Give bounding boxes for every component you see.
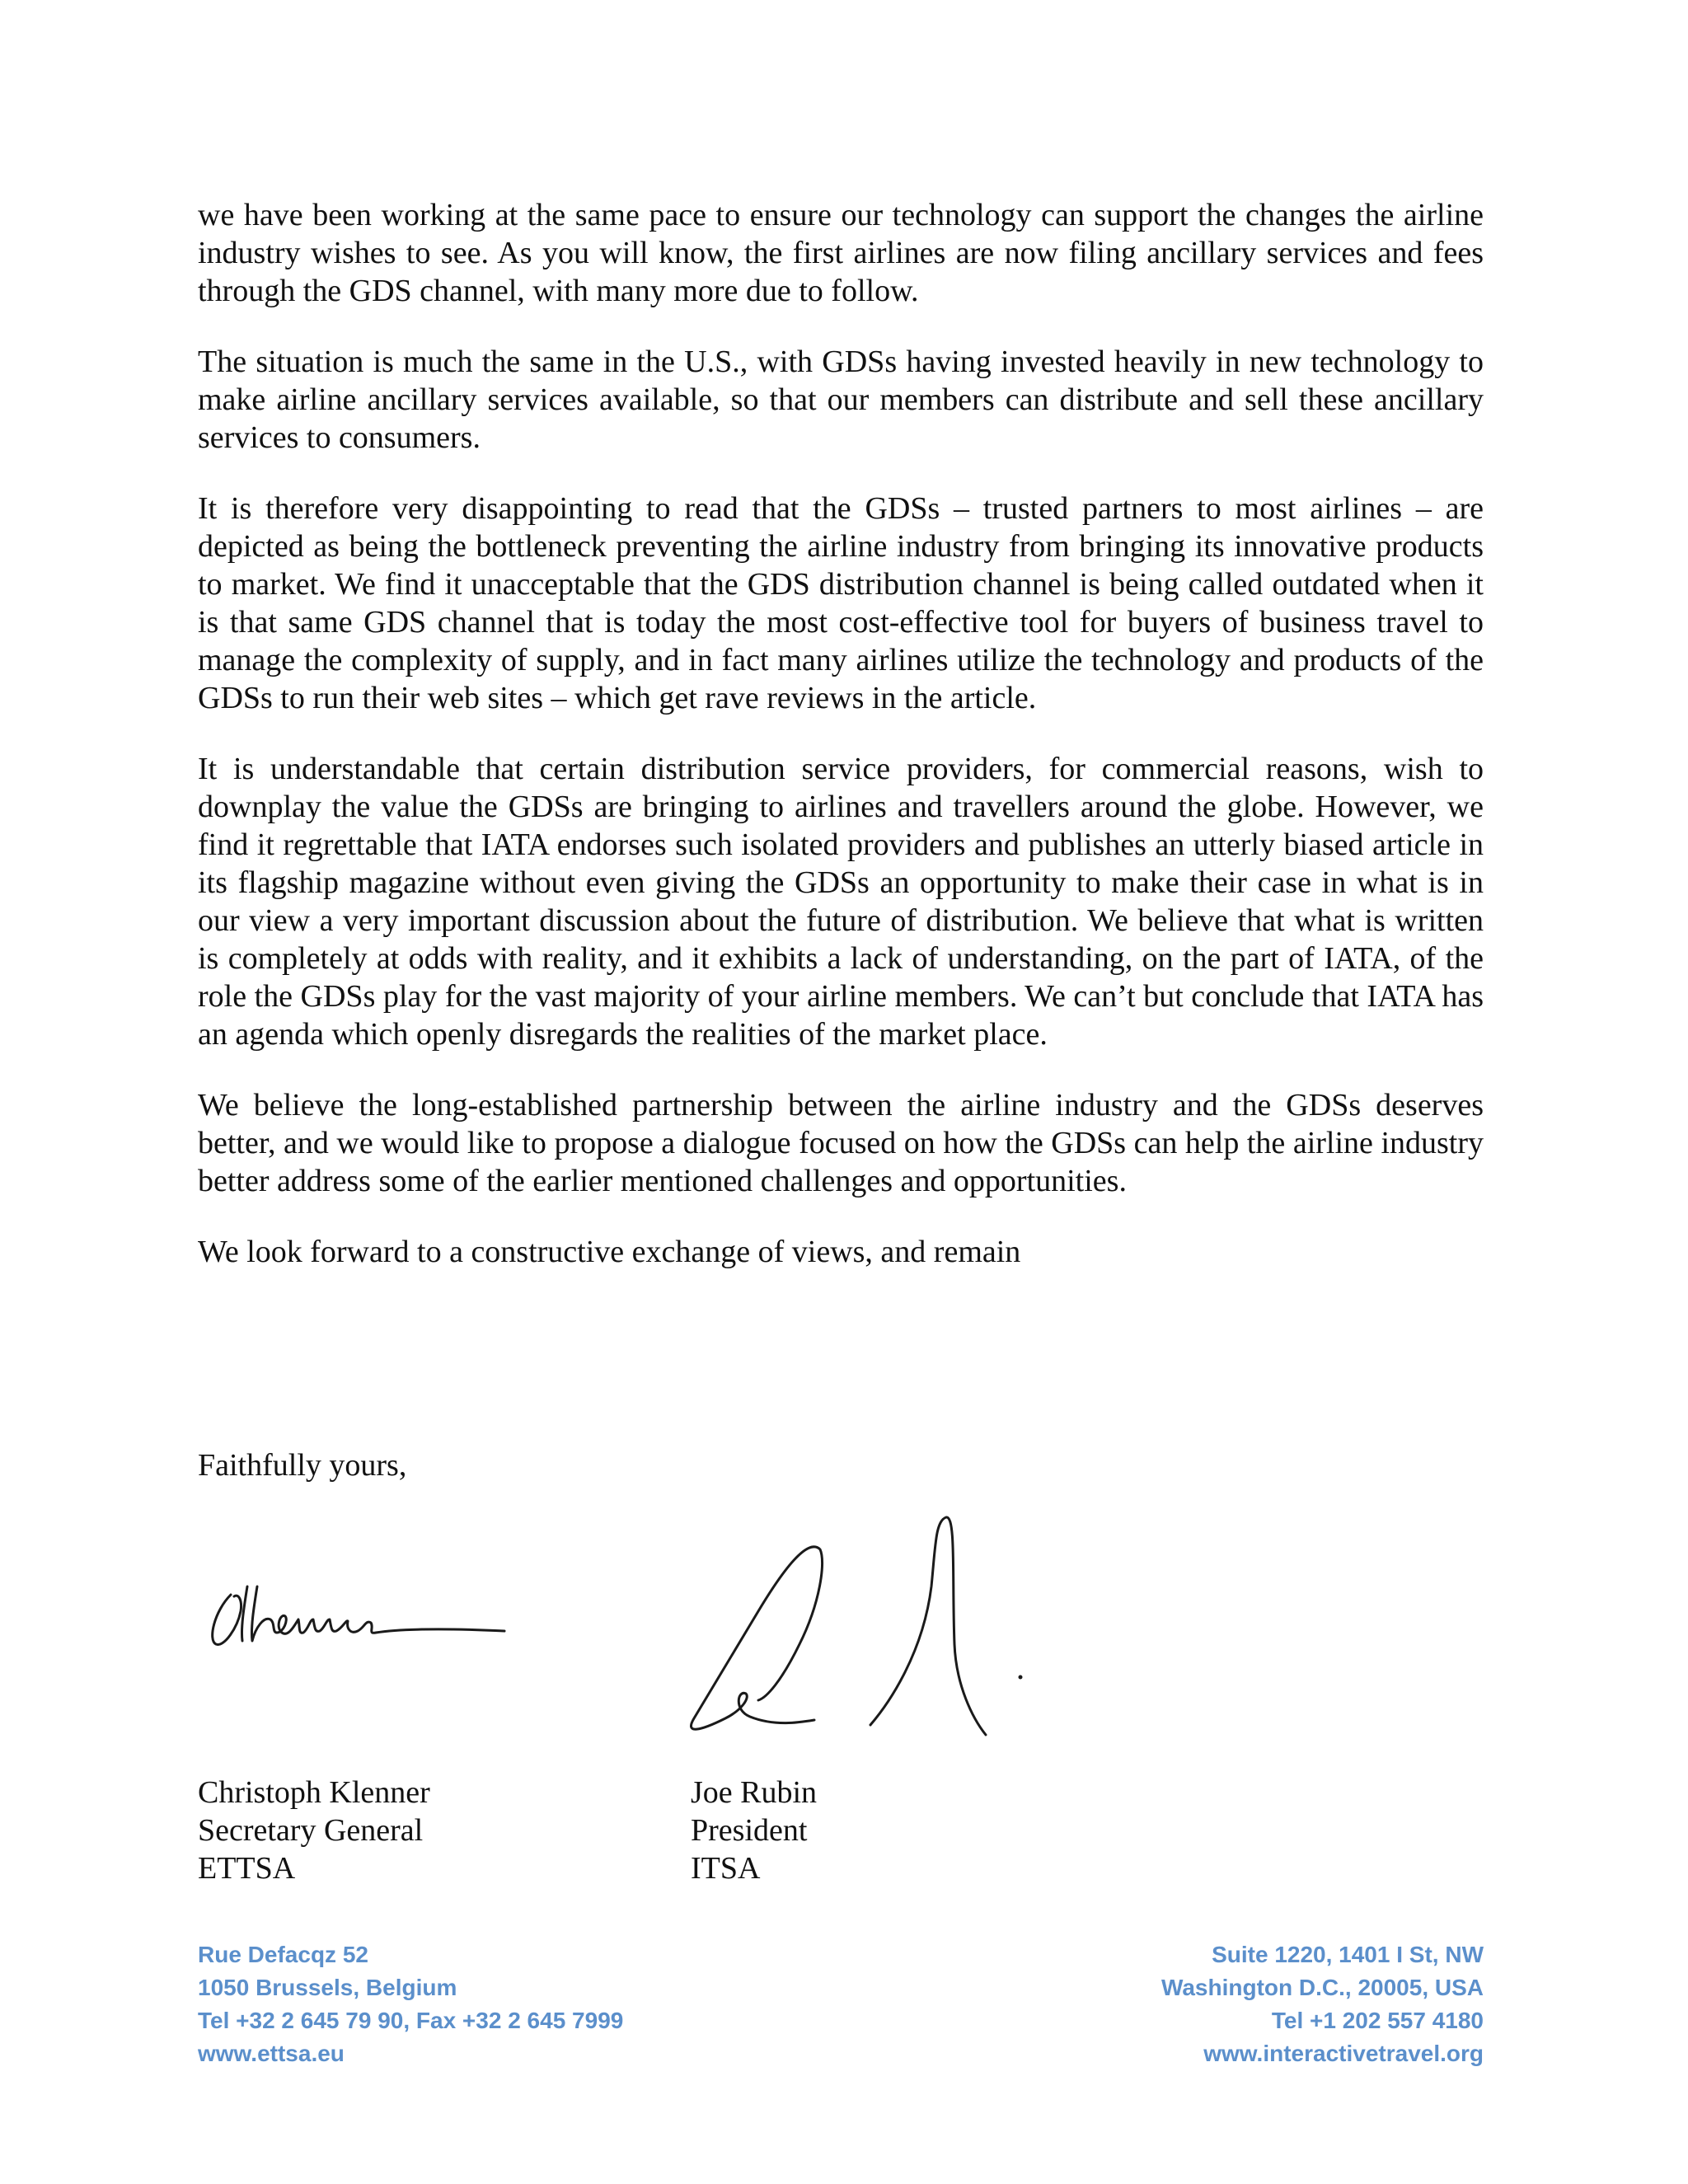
paragraph-look-forward: We look forward to a constructive exchange of views, and remain: [198, 1235, 1021, 1269]
footer-left-phone: Tel +32 2 645 79 90, Fax +32 2 645 7999: [198, 2008, 624, 2033]
letter-body: [198, 196, 1484, 1304]
paragraph-disappointment: It is therefore very disappointing to read that the GDSs – trusted partners to most airlines – are depicted as being the bottleneck preventing the airline industry from bringing its innovative products to market. We find it unacceptable that the GDS distribution channel is being called outdated when it is that same GDS channel that is today the most cost-effective tool for buyers of business travel to manage the complexity of supply, and in fact many airlines utilize the technology and products of the GDSs to run their web sites – which get rave reviews in the article.: [198, 491, 1484, 715]
paragraph-dialogue-proposal: We believe the long-established partnership between the airline industry and the GDSs deserves better, and we would like to propose a dialogue focused on how the GDSs can help the airline industry better address some of the earlier mentioned challenges and opportunities.: [198, 1088, 1484, 1198]
signatory-left-title: Secretary General: [198, 1813, 424, 1848]
closing-salutation: Faithfully yours,: [198, 1448, 407, 1483]
signature-rubin: [684, 1512, 1030, 1747]
paragraph-us-situation: The situation is much the same in the U.S., with GDSs having invested heavily in new technology to make airline ancillary services available, so that our members can distribute and sell these ancillary services to consumers.: [198, 344, 1484, 455]
footer-right-city: Washington D.C., 20005, USA: [1160, 1975, 1484, 2000]
signatory-right-name: Joe Rubin: [691, 1775, 818, 1810]
signatory-left: [198, 1774, 430, 1887]
signatory-left-name: Christoph Klenner: [198, 1775, 430, 1810]
signatory-left-org: ETTSA: [198, 1851, 296, 1886]
footer-right-phone: Tel +1 202 557 4180: [1271, 2008, 1484, 2033]
signatory-right: [691, 1774, 817, 1887]
footer-ettsa-address: [198, 1938, 623, 2070]
footer-left-city: 1050 Brussels, Belgium: [198, 1975, 457, 2000]
signatory-right-title: President: [691, 1813, 808, 1848]
footer-left-website: www.ettsa.eu: [198, 2041, 345, 2066]
signature-klenner: [206, 1562, 519, 1661]
footer-itsa-address: [1161, 1938, 1484, 2070]
paragraph-iata-criticism: It is understandable that certain distribution service providers, for commercial reasons, wish to downplay the value the GDSs are bringing to airlines and travellers around the globe. However, we find it regrettable that IATA endorses such isolated providers and publishes an utterly biased article in its flagship magazine without even giving the GDSs an opportunity to make their case in what is in our view a very important discussion about the future of distribution. We believe that what is written is completely at odds with reality, and it exhibits a lack of understanding, on the part of IATA, of the role the GDSs play for the vast majority of your airline members. We can’t but conclude that IATA has an agenda which openly disregards the realities of the market place.: [198, 752, 1484, 1052]
footer-right-website: www.interactivetravel.org: [1203, 2041, 1484, 2066]
paragraph-technology: we have been working at the same pace to ensure our technology can support the changes the airline industry wishes to see. As you will know, the first airlines are now filing ancillary services and fees through the GDS channel, with many more due to follow.: [198, 198, 1484, 308]
signatory-right-org: ITSA: [691, 1851, 761, 1886]
footer-left-street: Rue Defacqz 52: [198, 1942, 368, 1967]
footer-right-street: Suite 1220, 1401 I St, NW: [1212, 1942, 1484, 1967]
